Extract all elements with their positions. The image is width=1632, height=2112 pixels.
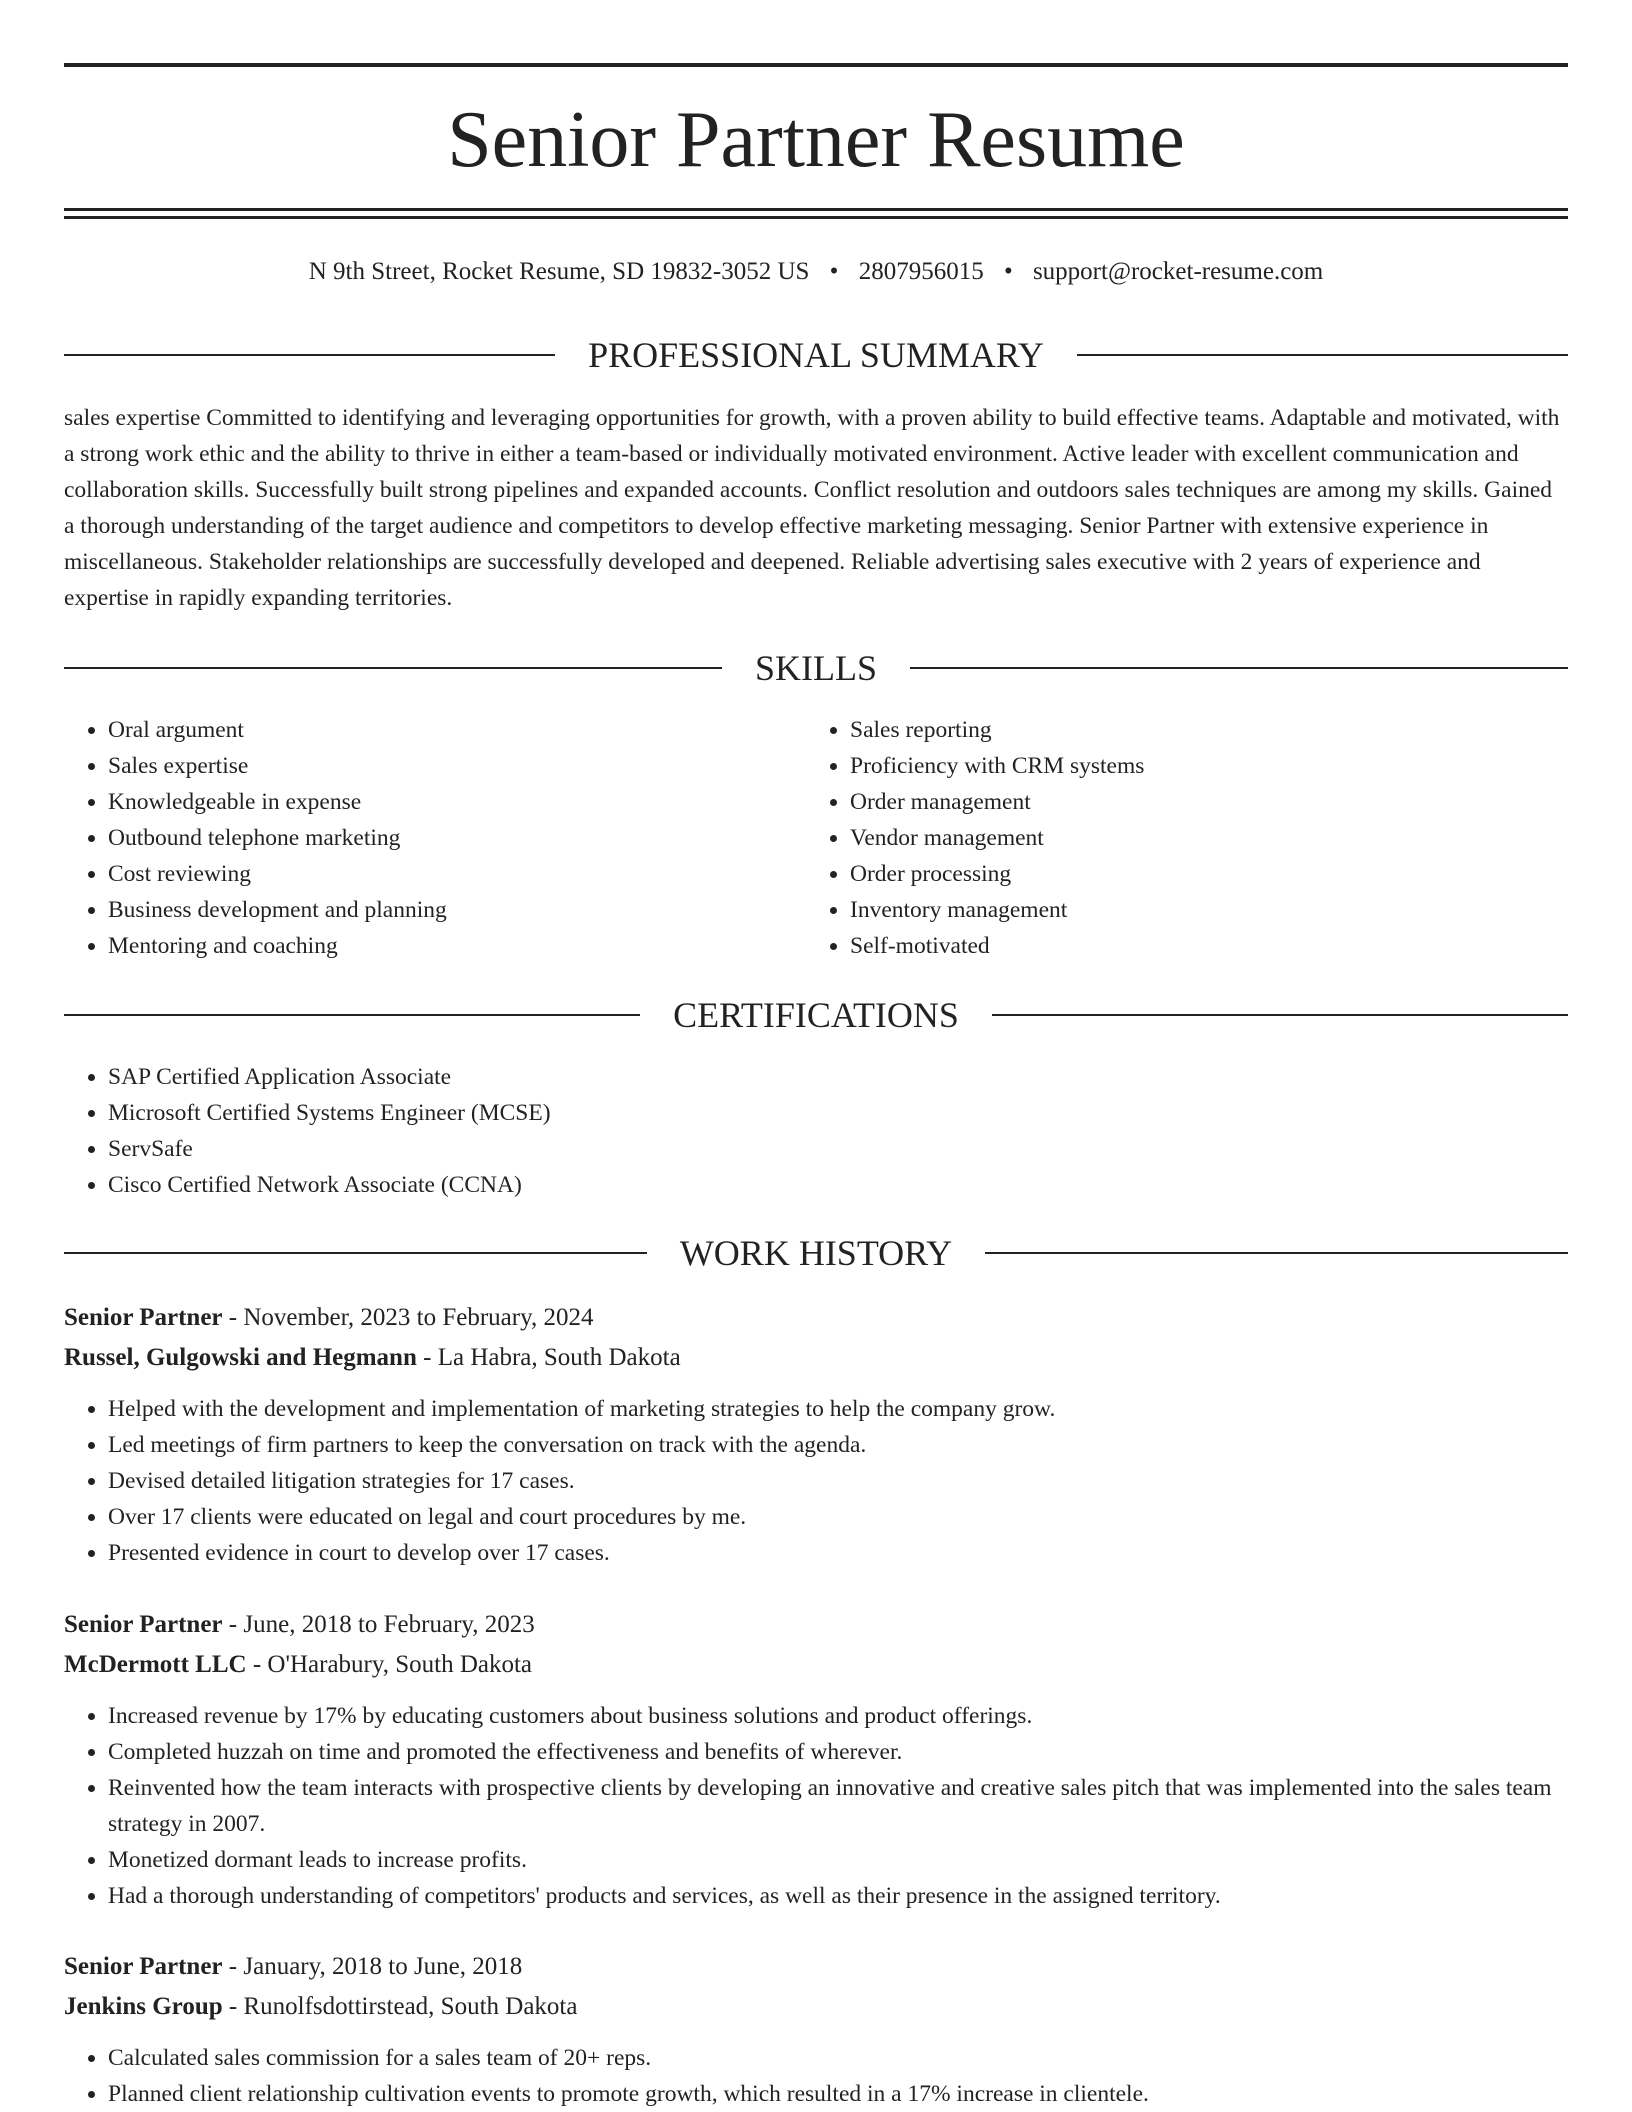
skill-item: • Oral argument	[108, 712, 804, 748]
title-rule-lower	[64, 216, 1568, 219]
skill-item: • Outbound telephone marketing	[108, 820, 804, 856]
skill-item: • Knowledgeable in expense	[108, 784, 804, 820]
heading-rule	[985, 1252, 1568, 1254]
job-bullet: • Planned client relationship cultivation events to promote growth, which resulted in a 17% increase in clientele.	[108, 2076, 1568, 2112]
section-heading-work-history	[64, 1231, 1568, 1275]
title-rule-upper	[64, 208, 1568, 211]
job-title-line	[64, 1947, 1568, 1987]
job-company: McDermott LLC	[64, 1651, 247, 1678]
job-bullet: • Presented evidence in court to develop over 17 cases.	[108, 1535, 1568, 1571]
contact-separator: •	[829, 258, 839, 285]
job-bullet: • Increased revenue by 17% by educating customers about business solutions and product offerings.	[108, 1698, 1568, 1734]
skill-item: • Sales expertise	[108, 748, 804, 784]
heading-rule	[64, 667, 722, 669]
job-bullet: • Reinvented how the team interacts with prospective clients by developing an innovative and creative sales pitch that was implemented into the sales team strategy in 2007.	[108, 1770, 1568, 1842]
heading-rule	[910, 667, 1568, 669]
heading-rule	[64, 1014, 640, 1016]
job-bullet: • Monetized dormant leads to increase profits.	[108, 1842, 1568, 1878]
job-role: Senior Partner	[64, 1953, 223, 1980]
job-role: Senior Partner	[64, 1611, 223, 1638]
skill-item: • Sales reporting	[850, 712, 1546, 748]
skills-column-right	[806, 712, 1546, 964]
heading-rule	[64, 354, 555, 356]
job-dates: - November, 2023 to February, 2024	[222, 1304, 594, 1331]
section-heading-certifications	[64, 993, 1568, 1037]
certification-item: • Microsoft Certified Systems Engineer (MCSE)	[108, 1095, 1568, 1131]
section-title: WORK HISTORY	[679, 1233, 953, 1273]
skill-item: • Inventory management	[850, 892, 1546, 928]
skill-item: • Order processing	[850, 856, 1546, 892]
job-entry	[64, 1298, 1568, 1571]
job-bullets	[64, 1391, 1568, 1571]
section-title: SKILLS	[755, 648, 878, 688]
job-bullets	[64, 1698, 1568, 1914]
certification-item: • SAP Certified Application Associate	[108, 1059, 1568, 1095]
contact-email: support@rocket-resume.com	[1032, 258, 1324, 285]
job-location: - Runolfsdottirstead, South Dakota	[222, 1993, 578, 2020]
certifications-list	[64, 1059, 1568, 1203]
job-dates: - January, 2018 to June, 2018	[222, 1953, 523, 1980]
contact-address: N 9th Street, Rocket Resume, SD 19832-3052 US	[308, 258, 810, 285]
job-bullet: • Over 17 clients were educated on legal and court procedures by me.	[108, 1499, 1568, 1535]
job-company: Russel, Gulgowski and Hegmann	[64, 1344, 417, 1371]
skill-item: • Self-motivated	[850, 928, 1546, 964]
job-bullets	[64, 2040, 1568, 2112]
contact-phone: 2807956015	[858, 258, 984, 285]
job-bullet: • Completed huzzah on time and promoted the effectiveness and benefits of wherever.	[108, 1734, 1568, 1770]
job-bullet: • Helped with the development and implementation of marketing strategies to help the company grow.	[108, 1391, 1568, 1427]
resume-title: Senior Partner Resume	[447, 96, 1185, 184]
heading-rule	[1077, 354, 1568, 356]
summary-paragraph: sales expertise Committed to identifying and leveraging opportunities for growth, with a proven ability to build effective teams. Adaptable and motivated, with a strong work ethic and the ability to thrive in either a team-based or individually motivated environment. Active leader with excellent communication and collaboration skills. Successfully built strong pipelines and expanded accounts. Conflict resolution and outdoors sales techniques are among my skills. Gained a thorough understanding of the target audience and competitors to develop effective marketing messaging. Senior Partner with extensive experience in miscellaneous. Stakeholder relationships are successfully developed and deepened. Reliable advertising sales executive with 2 years of experience and expertise in rapidly expanding territories.	[64, 405, 1560, 611]
job-dates: - June, 2018 to February, 2023	[222, 1611, 535, 1638]
top-rule	[64, 63, 1568, 67]
job-location: - O'Harabury, South Dakota	[246, 1651, 533, 1678]
section-title: CERTIFICATIONS	[673, 995, 959, 1035]
certifications-block	[64, 1059, 1568, 1203]
certification-item: • Cisco Certified Network Associate (CCNA)	[108, 1167, 1568, 1203]
job-title-line	[64, 1298, 1568, 1338]
skill-item: • Vendor management	[850, 820, 1546, 856]
contact-separator: •	[1003, 258, 1013, 285]
job-title-line	[64, 1605, 1568, 1645]
heading-rule	[64, 1252, 647, 1254]
job-company-line	[64, 1987, 1568, 2027]
job-bullet: • Devised detailed litigation strategies for 17 cases.	[108, 1463, 1568, 1499]
certification-item: • ServSafe	[108, 1131, 1568, 1167]
job-company-line	[64, 1338, 1568, 1378]
skill-item: • Order management	[850, 784, 1546, 820]
job-bullet: • Led meetings of firm partners to keep the conversation on track with the agenda.	[108, 1427, 1568, 1463]
skill-item: • Cost reviewing	[108, 856, 804, 892]
skill-item: • Proficiency with CRM systems	[850, 748, 1546, 784]
skills-list	[64, 712, 804, 964]
job-company-line	[64, 1645, 1568, 1685]
job-entry	[64, 1605, 1568, 1914]
heading-rule	[992, 1014, 1568, 1016]
job-bullet: • Calculated sales commission for a sales team of 20+ reps.	[108, 2040, 1568, 2076]
section-heading-summary	[64, 333, 1568, 377]
skill-item: • Business development and planning	[108, 892, 804, 928]
job-role: Senior Partner	[64, 1304, 223, 1331]
section-title: PROFESSIONAL SUMMARY	[588, 335, 1044, 375]
skills-list	[806, 712, 1546, 964]
job-entry	[64, 1947, 1568, 2112]
skills-column-left	[64, 712, 804, 964]
contact-line	[64, 254, 1568, 290]
job-bullet: • Had a thorough understanding of competitors' products and services, as well as their presence in the assigned territory.	[108, 1878, 1568, 1914]
section-heading-skills	[64, 646, 1568, 690]
job-location: - La Habra, South Dakota	[416, 1344, 681, 1371]
skill-item: • Mentoring and coaching	[108, 928, 804, 964]
job-company: Jenkins Group	[64, 1993, 223, 2020]
